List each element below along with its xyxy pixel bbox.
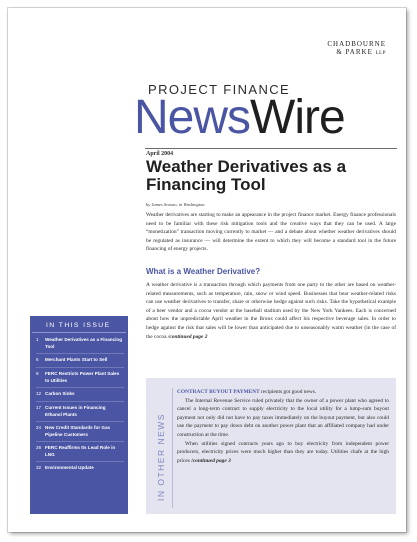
firm-suffix: LLP [375,51,386,56]
headline-line-2: Financing Tool [146,175,266,194]
toc-page-number: 6 [36,357,39,362]
toc-title: New Credit Standards for Gas Pipeline Customers [45,425,111,437]
divider-rule [145,148,397,149]
toc-item[interactable] [36,391,126,398]
firm-logo [327,40,386,58]
newsletter-title [134,90,345,146]
toc-item[interactable] [36,425,126,438]
newsletter-page [8,8,406,532]
sidebar-title: IN THIS ISSUE [46,322,111,329]
other-news-text [177,388,389,465]
toc-item[interactable] [36,405,126,418]
other-news-lead: CONTRACT BUYOUT PAYMENT [177,389,260,395]
article-paragraph [146,281,396,341]
toc-page-number: 9 [36,371,39,376]
toc-item[interactable] [36,371,126,384]
title-wire: Wire [250,91,345,144]
toc-separator [36,367,124,368]
sidebar-rule [32,332,126,333]
toc-separator [36,461,124,462]
article-byline: by James Sconzo, in Washington [146,202,205,207]
toc-title: Current Issues in Financing Ethanol Plants [45,405,106,417]
toc-title: FERC Restricts Power Plant Sales to Utilities [45,371,120,383]
article-intro: Weather derivatives are starting to make an appearance in the project finance market. Energy finance professionals need to be familiar with these risk mitigation tools and the creative ways that they can be used. A large “monetization” transaction moving currently to market — and a debate about whether weather derivatives should be regulated as insurance — will determine the extent to which they will become a standard tool in the future financing of energy projects. [146,212,396,253]
section-label: PROJECT FINANCE [148,82,291,97]
in-other-news-label: IN OTHER NEWS [156,413,166,501]
toc-separator [36,353,124,354]
other-news-rule [172,388,173,508]
headline-line-1: Weather Derivatives as a [146,157,347,176]
in-this-issue-sidebar [30,316,128,514]
article-headline [146,158,396,194]
in-other-news-label-wrap [150,414,172,500]
toc-item[interactable] [36,465,126,472]
toc-title: Weather Derivatives as a Financing Tool [45,337,123,349]
toc-separator [36,401,124,402]
title-news: News [134,91,251,144]
paragraph-text: A weather derivative is a transaction through which payments from one party to the other are based on weather-related measurements, such as temperature, rain, snow or wind speed. Businesses that bear weather-related risks can use weather derivatives to transfer, share or otherwise hedge against such risks. Take the hypothetical example of a beer vendor and a cocoa vendor at the baseball stadium used by the New York Yankees. Each is concerned about how the unpredictable April weather in the Bronx could affect his respective beverage sales. In order to hedge against the risk that sales will be lower than anticipated due to unseasonably warm weather (in the case of the cocoa [146,282,396,340]
toc-page-number: 32 [36,465,42,470]
toc-page-number: 24 [36,425,42,430]
toc-title: FERC Reaffirms Its Lead Role in LNG [45,445,116,457]
continued-link[interactable]: /continued page 2 [167,333,208,340]
toc-title: Environmental Update [45,465,94,470]
toc-title: Carbon Sinks [45,391,75,396]
in-other-news-box [146,378,396,514]
other-news-paragraph-1 [177,388,389,397]
toc-title: Merchant Plants Start to Sell [45,357,108,362]
other-news-paragraph-2: The Internal Revenue Service ruled privately that the owner of a power plant who agreed to cancel a long-term contract to supply electricity to the local utility for a lump-sum buyout payment not only did not have to pay taxes immediately on the buyout payment, but also could use the payment to pay down debt on another power plant that an affiliated company had under construction at the time. [177,397,389,438]
other-news-lead-rest: recipients got good news. [259,389,317,395]
toc-page-number: 1 [36,337,39,342]
firm-name-line1: CHADBOURNE [327,40,386,48]
toc-item[interactable] [36,337,126,350]
article-subhead: What is a Weather Derivative? [146,267,261,276]
other-news-paragraph-3 [177,440,389,466]
toc-separator [36,441,124,442]
toc-page-number: 12 [36,391,42,396]
other-news-continued-link[interactable]: /continued page 3 [191,457,231,464]
toc-item[interactable] [36,357,126,364]
other-news-paragraph-3-text: When utilities signed contracts years ago to buy electricity from independent power producers, electricity prices were much higher than they are today. Utilities chafe at the high prices [177,440,389,464]
toc-page-number: 17 [36,405,42,410]
issue-date: April 2004 [146,151,174,157]
toc-separator [36,421,124,422]
toc-separator [36,387,124,388]
firm-name-line2: & PARKE LLP [336,48,386,56]
toc-item[interactable] [36,445,126,458]
toc-page-number: 28 [36,445,42,450]
